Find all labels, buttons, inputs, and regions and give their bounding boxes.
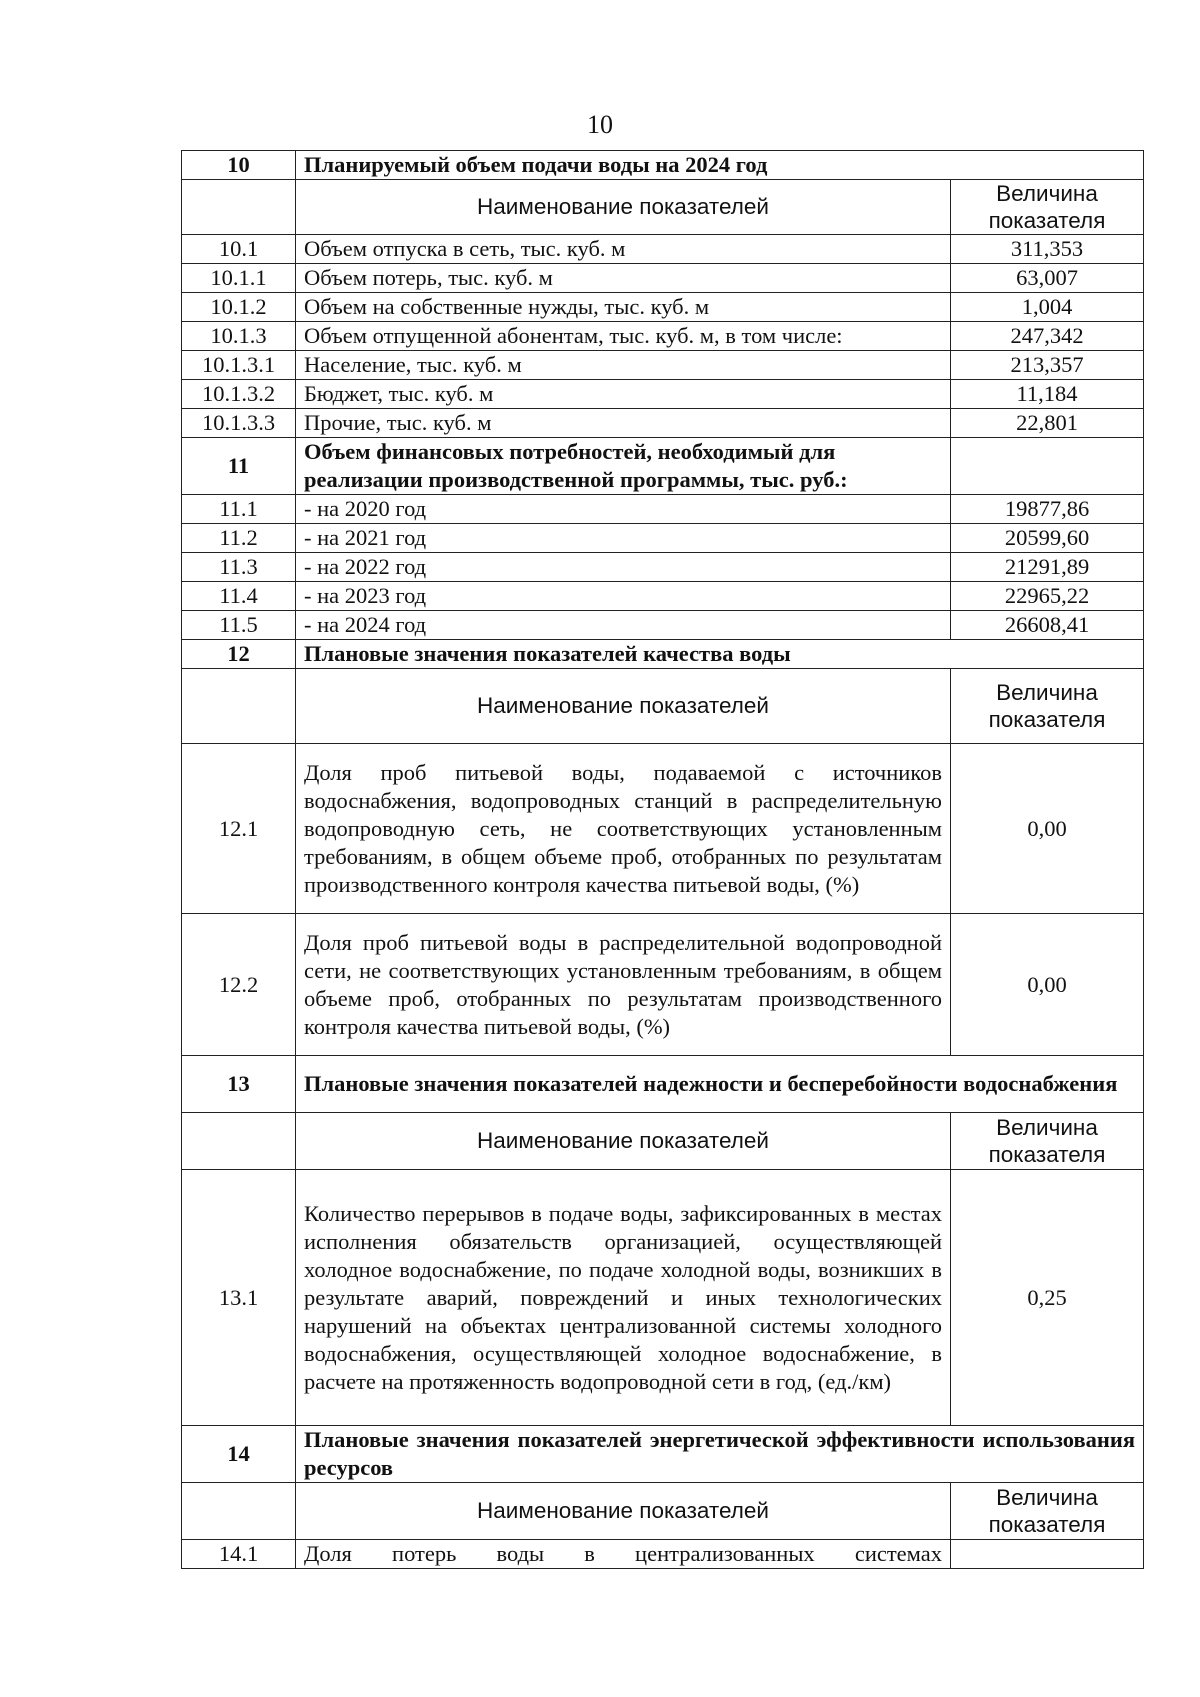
row-name: - на 2024 год xyxy=(296,611,951,640)
table-row xyxy=(182,322,1144,351)
column-header-value: Величина показателя xyxy=(951,669,1144,744)
section-title: Объем финансовых потребностей, необходимый для реализации производственной программы, тыс. руб.: xyxy=(296,438,951,495)
column-header-value: Величина показателя xyxy=(951,180,1144,235)
section-12-header-row xyxy=(182,669,1144,744)
table-row xyxy=(182,611,1144,640)
section-13-title-row xyxy=(182,1056,1144,1113)
section-number: 14 xyxy=(182,1426,296,1483)
row-name: Доля проб питьевой воды, подаваемой с источников водоснабжения, водопроводных станций в распределительную водопроводную сеть, не соответствующих установленным требованиям, в общем объеме проб, отобранных по результатам производственного контроля качества питьевой воды, (%) xyxy=(296,744,951,914)
table-row xyxy=(182,744,1144,914)
section-number: 11 xyxy=(182,438,296,495)
column-header-value: Величина показателя xyxy=(951,1483,1144,1540)
row-name: Количество перерывов в подаче воды, зафиксированных в местах исполнения обязательств организацией, осуществляющей холодное водоснабжение, по подаче холодной воды, возникших в результате аварий, повреждений и иных технологических нарушений на объектах централизованной системы холодного водоснабжения, осуществляющей холодное водоснабжение, в расчете на протяженность водопроводной сети в год, (ед./км) xyxy=(296,1170,951,1426)
row-name: - на 2021 год xyxy=(296,524,951,553)
row-value: 21291,89 xyxy=(951,553,1144,582)
row-value: 26608,41 xyxy=(951,611,1144,640)
table-row xyxy=(182,293,1144,322)
row-number: 10.1.1 xyxy=(182,264,296,293)
row-name: Доля потерь воды в централизованных системах xyxy=(296,1540,951,1569)
section-14-title-row xyxy=(182,1426,1144,1483)
row-value xyxy=(951,1540,1144,1569)
row-value: 213,357 xyxy=(951,351,1144,380)
column-header-name: Наименование показателей xyxy=(296,669,951,744)
section-10-header-row xyxy=(182,180,1144,235)
row-value: 311,353 xyxy=(951,235,1144,264)
section-number: 13 xyxy=(182,1056,296,1113)
table-row xyxy=(182,351,1144,380)
row-number: 10.1.3.1 xyxy=(182,351,296,380)
section-12-title-row xyxy=(182,640,1144,669)
table-row xyxy=(182,524,1144,553)
row-name: Объем отпуска в сеть, тыс. куб. м xyxy=(296,235,951,264)
table-row xyxy=(182,409,1144,438)
section-title: Плановые значения показателей надежности и бесперебойности водоснабжения xyxy=(296,1056,1144,1113)
table-row xyxy=(182,235,1144,264)
row-number: 10.1.3.2 xyxy=(182,380,296,409)
row-value: 63,007 xyxy=(951,264,1144,293)
row-number: 14.1 xyxy=(182,1540,296,1569)
row-number: 11.1 xyxy=(182,495,296,524)
row-value: 0,00 xyxy=(951,744,1144,914)
section-11-title-row xyxy=(182,438,1144,495)
row-name: - на 2020 год xyxy=(296,495,951,524)
table-row xyxy=(182,380,1144,409)
row-number: 11.5 xyxy=(182,611,296,640)
section-title: Плановые значения показателей энергетической эффективности использования ресурсов xyxy=(296,1426,1144,1483)
table-row xyxy=(182,1540,1144,1569)
table-row xyxy=(182,264,1144,293)
row-number: 11.4 xyxy=(182,582,296,611)
table-row xyxy=(182,553,1144,582)
column-header-value: Величина показателя xyxy=(951,1113,1144,1170)
section-title: Плановые значения показателей качества воды xyxy=(296,640,1144,669)
section-title: Планируемый объем подачи воды на 2024 год xyxy=(296,151,1144,180)
row-value: 20599,60 xyxy=(951,524,1144,553)
row-value: 22,801 xyxy=(951,409,1144,438)
row-number: 12.2 xyxy=(182,914,296,1056)
section-number: 12 xyxy=(182,640,296,669)
row-value: 1,004 xyxy=(951,293,1144,322)
row-name: - на 2023 год xyxy=(296,582,951,611)
row-value: 19877,86 xyxy=(951,495,1144,524)
section-14-header-row xyxy=(182,1483,1144,1540)
column-header-name: Наименование показателей xyxy=(296,180,951,235)
row-number: 11.3 xyxy=(182,553,296,582)
row-name: Прочие, тыс. куб. м xyxy=(296,409,951,438)
row-value: 0,25 xyxy=(951,1170,1144,1426)
section-10-title-row xyxy=(182,151,1144,180)
table-row xyxy=(182,914,1144,1056)
row-number: 10.1.3 xyxy=(182,322,296,351)
page-number: 10 xyxy=(587,110,613,139)
row-name: - на 2022 год xyxy=(296,553,951,582)
row-value: 11,184 xyxy=(951,380,1144,409)
row-number: 10.1 xyxy=(182,235,296,264)
row-value: 0,00 xyxy=(951,914,1144,1056)
row-name: Бюджет, тыс. куб. м xyxy=(296,380,951,409)
indicators-table xyxy=(181,150,1144,1569)
row-name: Объем потерь, тыс. куб. м xyxy=(296,264,951,293)
column-header-name: Наименование показателей xyxy=(296,1483,951,1540)
row-name: Объем на собственные нужды, тыс. куб. м xyxy=(296,293,951,322)
row-number: 10.1.3.3 xyxy=(182,409,296,438)
section-number: 10 xyxy=(182,151,296,180)
row-number: 11.2 xyxy=(182,524,296,553)
row-value: 22965,22 xyxy=(951,582,1144,611)
row-number: 13.1 xyxy=(182,1170,296,1426)
section-13-header-row xyxy=(182,1113,1144,1170)
table-row xyxy=(182,582,1144,611)
column-header-name: Наименование показателей xyxy=(296,1113,951,1170)
row-name: Население, тыс. куб. м xyxy=(296,351,951,380)
row-number: 12.1 xyxy=(182,744,296,914)
row-name: Доля проб питьевой воды в распределительной водопроводной сети, не соответствующих установленным требованиям, в общем объеме проб, отобранных по результатам производственного контроля качества питьевой воды, (%) xyxy=(296,914,951,1056)
row-name: Объем отпущенной абонентам, тыс. куб. м, в том числе: xyxy=(296,322,951,351)
row-value: 247,342 xyxy=(951,322,1144,351)
table-row xyxy=(182,495,1144,524)
table-row xyxy=(182,1170,1144,1426)
row-number: 10.1.2 xyxy=(182,293,296,322)
